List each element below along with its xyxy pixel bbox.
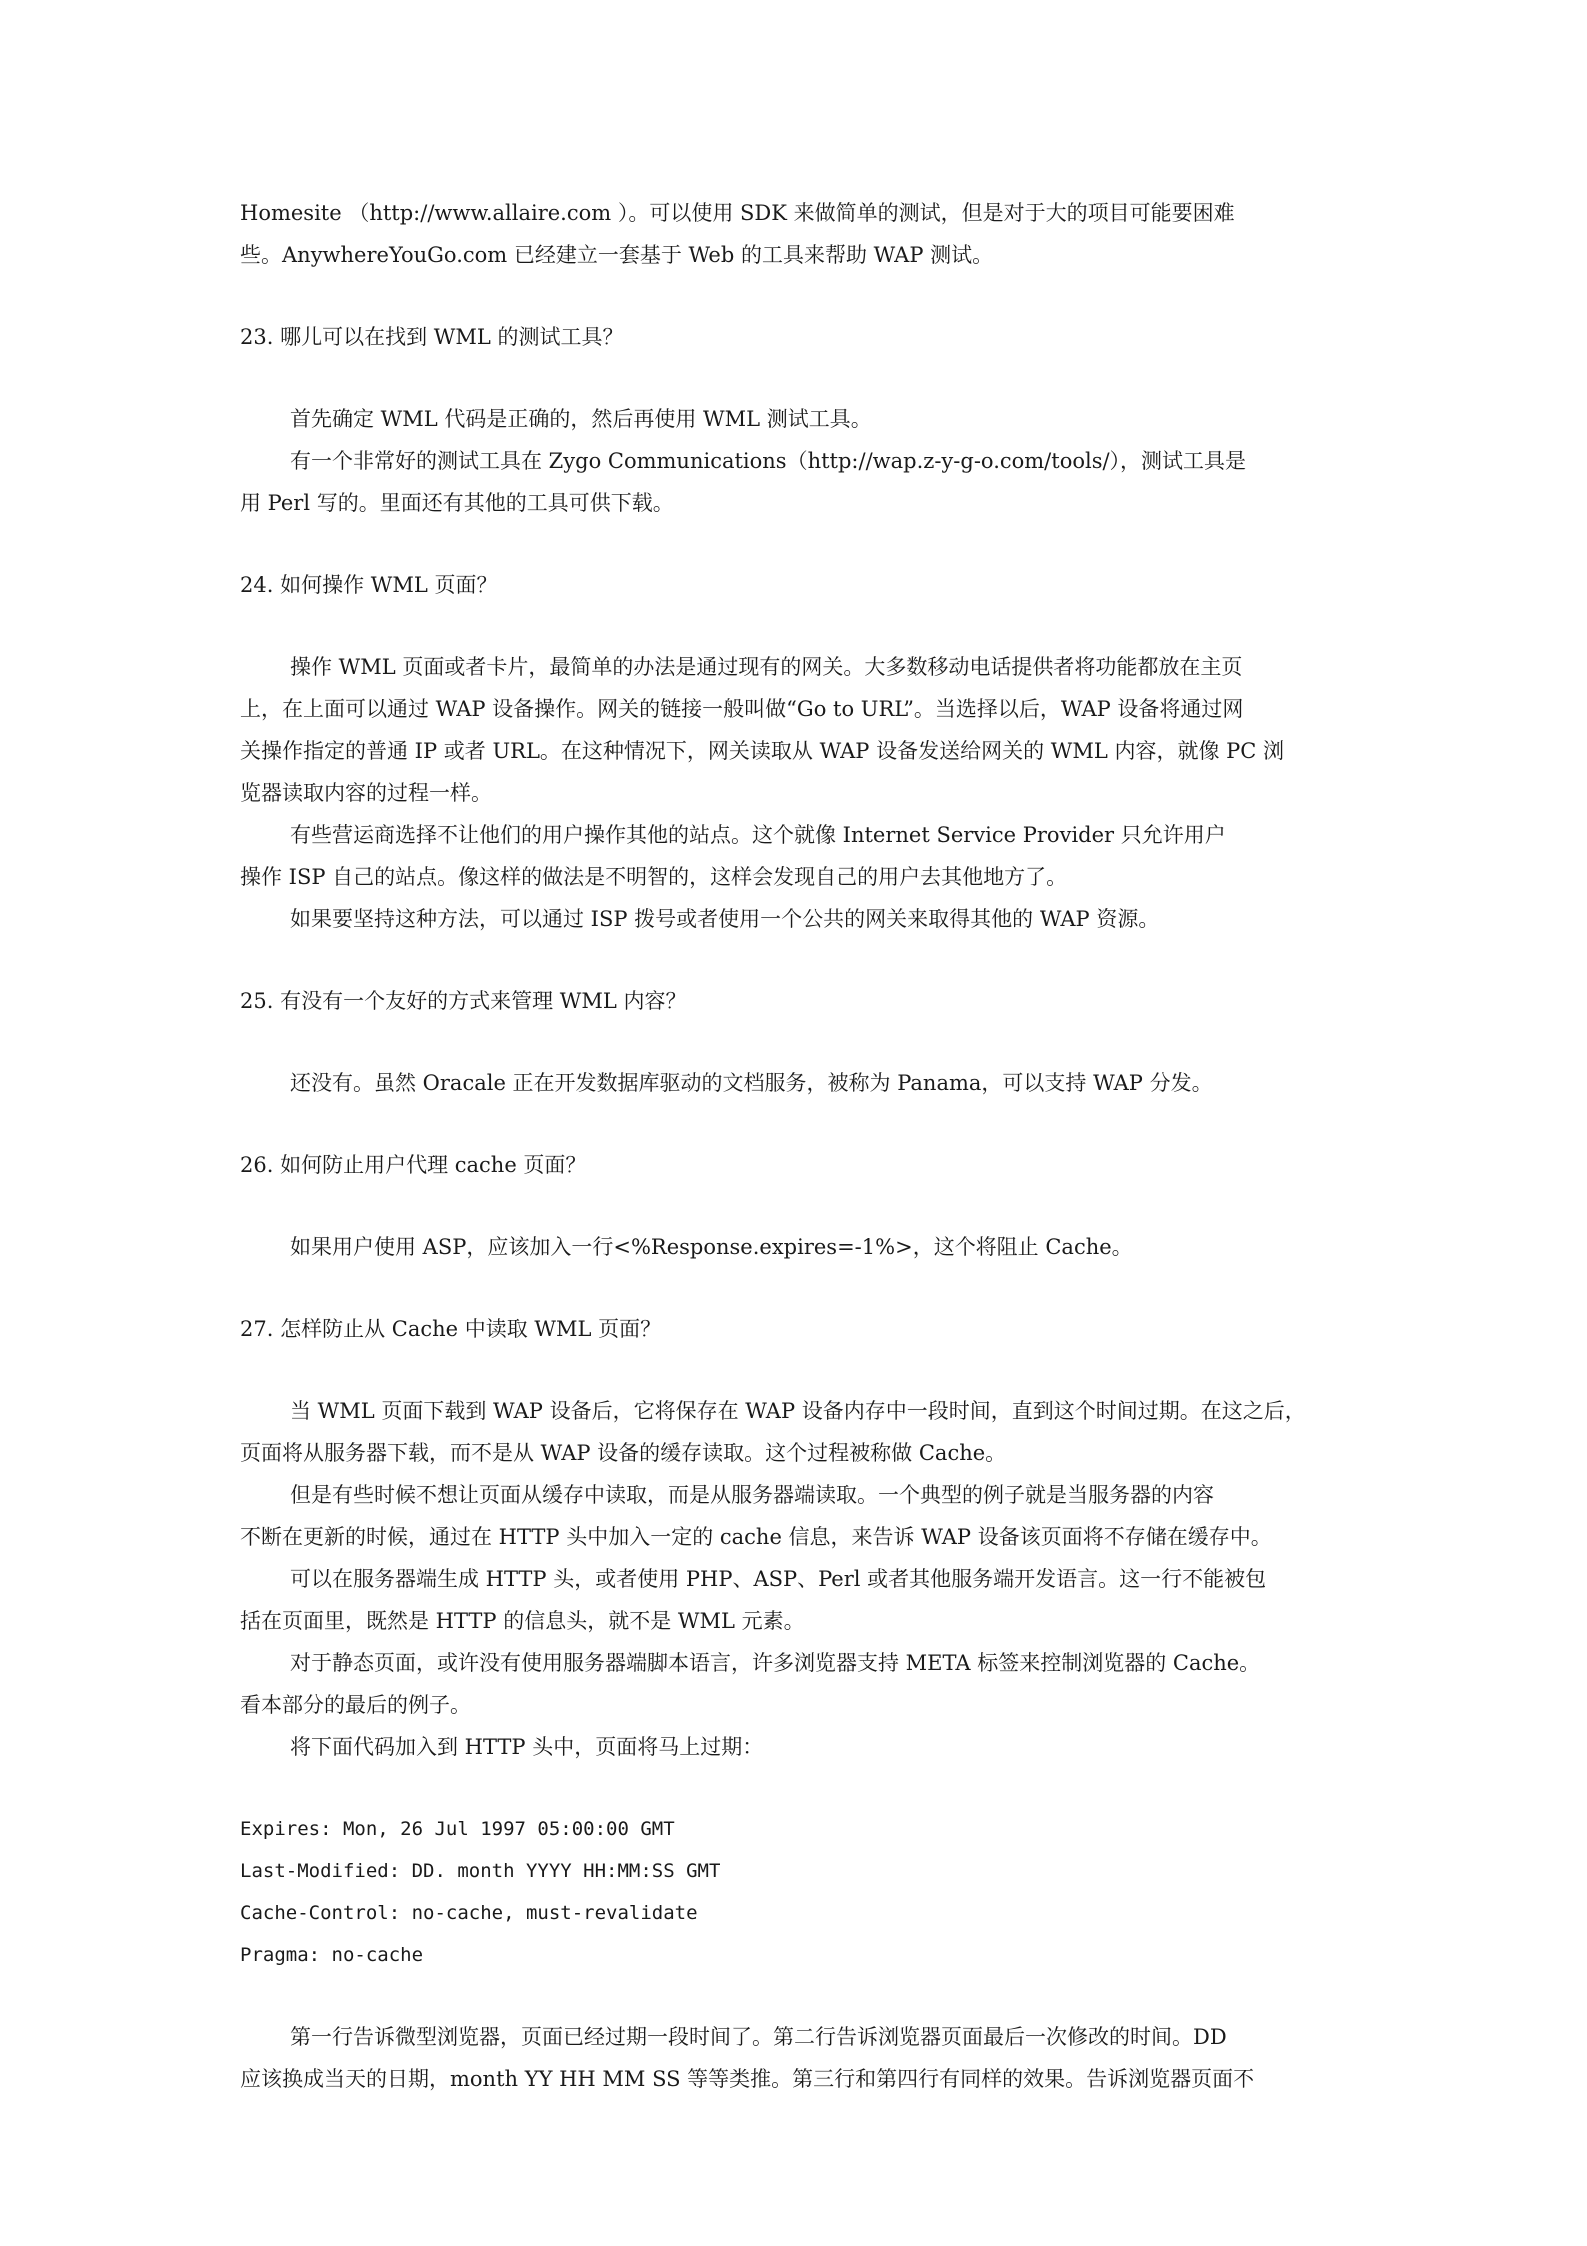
- text-line: 对于静态页面，或许没有使用服务器端脚本语言，许多浏览器支持 META 标签来控制浏览器的 Cache。: [290, 1651, 1261, 1675]
- text-line: 操作 WML 页面或者卡片，最简单的办法是通过现有的网关。大多数移动电话提供者将功能都放在主页: [290, 655, 1243, 679]
- section-25: [240, 980, 1350, 1104]
- text-line: 但是有些时候不想让页面从缓存中读取，而是从服务器端读取。一个典型的例子就是当服务器的内容: [290, 1483, 1214, 1507]
- text-line: 览器读取内容的过程一样。: [240, 781, 492, 805]
- text-line: 第一行告诉微型浏览器，页面已经过期一段时间了。第二行告诉浏览器页面最后一次修改的时间。DD: [290, 2025, 1227, 2049]
- code-block: [240, 1808, 1350, 1976]
- section-heading: 25. 有没有一个友好的方式来管理 WML 内容？: [240, 989, 687, 1013]
- text-line: 如果要坚持这种方法，可以通过 ISP 拨号或者使用一个公共的网关来取得其他的 WAP 资源。: [290, 907, 1160, 931]
- text-line: 有一个非常好的测试工具在 Zygo Communications（http://wap.z-y-g-o.com/tools/），测试工具是: [290, 449, 1247, 473]
- document-page: [240, 192, 1350, 2100]
- text-line: 页面将从服务器下载，而不是从 WAP 设备的缓存读取。这个过程被称做 Cache。: [240, 1441, 1007, 1465]
- section-27: [240, 1308, 1350, 2100]
- text-line: 些。AnywhereYouGo.com 已经建立一套基于 Web 的工具来帮助 WAP 测试。: [240, 243, 994, 267]
- code-line: Pragma: no-cache: [240, 1944, 424, 1966]
- section-heading: 23. 哪儿可以在找到 WML 的测试工具？: [240, 325, 624, 349]
- text-line: Homesite （http://www.allaire.com ）。可以使用 SDK 来做简单的测试，但是对于大的项目可能要困难: [240, 201, 1235, 225]
- code-line: Cache-Control: no-cache, must-revalidate: [240, 1902, 698, 1924]
- section-23: [240, 316, 1350, 524]
- text-line: 关操作指定的普通 IP 或者 URL。在这种情况下，网关读取从 WAP 设备发送给网关的 WML 内容，就像 PC 浏: [240, 739, 1285, 763]
- text-line: 将下面代码加入到 HTTP 头中，页面将马上过期：: [290, 1735, 764, 1759]
- section-26: [240, 1144, 1350, 1268]
- text-line: 如果用户使用 ASP，应该加入一行<%Response.expires=-1%>，这个将阻止 Cache。: [290, 1235, 1133, 1259]
- section-heading: 26. 如何防止用户代理 cache 页面？: [240, 1153, 587, 1177]
- code-line: Expires: Mon, 26 Jul 1997 05:00:00 GMT: [240, 1818, 675, 1840]
- text-line: 不断在更新的时候，通过在 HTTP 头中加入一定的 cache 信息，来告诉 WAP 设备该页面将不存储在缓存中。: [240, 1525, 1272, 1549]
- text-line: 看本部分的最后的例子。: [240, 1693, 471, 1717]
- text-line: 还没有。虽然 Oracale 正在开发数据库驱动的文档服务，被称为 Panama，可以支持 WAP 分发。: [290, 1071, 1213, 1095]
- section-heading: 24. 如何操作 WML 页面？: [240, 573, 498, 597]
- text-line: 应该换成当天的日期，month YY HH MM SS 等等类推。第三行和第四行有同样的效果。告诉浏览器页面不: [240, 2067, 1255, 2091]
- text-line: 当 WML 页面下载到 WAP 设备后，它将保存在 WAP 设备内存中一段时间，直到这个时间过期。在这之后，: [290, 1399, 1306, 1423]
- text-line: 上，在上面可以通过 WAP 设备操作。网关的链接一般叫做“Go to URL”。当选择以后，WAP 设备将通过网: [240, 697, 1244, 721]
- section-24: [240, 564, 1350, 940]
- section-heading: 27. 怎样防止从 Cache 中读取 WML 页面？: [240, 1317, 662, 1341]
- text-line: 操作 ISP 自己的站点。像这样的做法是不明智的，这样会发现自己的用户去其他地方了。: [240, 865, 1068, 889]
- text-line: 括在页面里，既然是 HTTP 的信息头，就不是 WML 元素。: [240, 1609, 805, 1633]
- text-line: 首先确定 WML 代码是正确的，然后再使用 WML 测试工具。: [290, 407, 872, 431]
- code-line: Last-Modified: DD. month YYYY HH:MM:SS GMT: [240, 1860, 721, 1882]
- text-line: 用 Perl 写的。里面还有其他的工具可供下载。: [240, 491, 674, 515]
- text-line: 有些营运商选择不让他们的用户操作其他的站点。这个就像 Internet Service Provider 只允许用户: [290, 823, 1226, 847]
- text-line: 可以在服务器端生成 HTTP 头，或者使用 PHP、ASP、Perl 或者其他服务端开发语言。这一行不能被包: [290, 1567, 1267, 1591]
- intro-paragraph: [240, 192, 1350, 276]
